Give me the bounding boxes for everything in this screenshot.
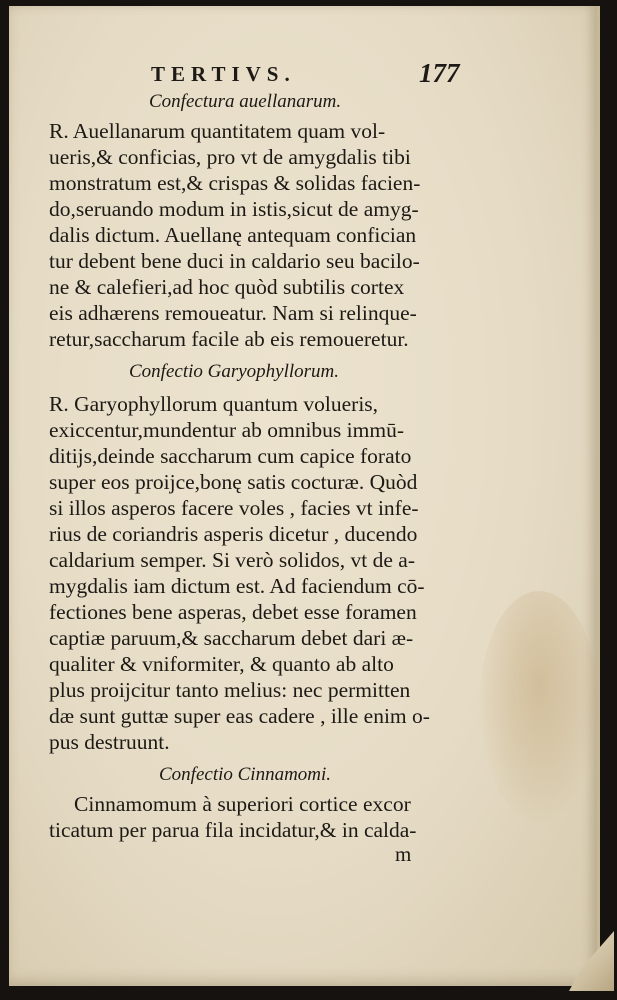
text-line: exiccentur,mundentur ab omnibus immū- bbox=[49, 418, 405, 442]
text-line: qualiter & vniformiter, & quanto ab alto bbox=[49, 652, 394, 676]
text-line: pus destruunt. bbox=[49, 730, 170, 754]
text-line: tur debent bene duci in caldario seu bacilo- bbox=[49, 249, 420, 273]
text-line: ticatum per parua fila incidatur,& in calda- bbox=[49, 818, 417, 842]
text-line: ditijs,deinde saccharum cum capice forato bbox=[49, 444, 412, 468]
text-line: captiæ paruum,& saccharum debet dari æ- bbox=[49, 626, 414, 650]
text-line: monstratum est,& crispas & solidas facien- bbox=[49, 171, 421, 195]
text-line: retur,saccharum facile ab eis remoueretur. bbox=[49, 327, 409, 351]
text-line: dalis dictum. Auellanę antequam confician bbox=[49, 223, 417, 247]
text-line: do,seruando modum in istis,sicut de amyg- bbox=[49, 197, 419, 221]
text-line: caldarium semper. Si verò solidos, vt de a- bbox=[49, 548, 416, 572]
catchword: m bbox=[395, 842, 412, 866]
text-line: mygdalis iam dictum est. Ad faciendum cō- bbox=[49, 574, 425, 598]
text-line: dæ sunt guttæ super eas cadere , ille enim o- bbox=[49, 704, 430, 728]
text-line: R. Auellanarum quantitatem quam vol- bbox=[49, 119, 386, 143]
book-page bbox=[9, 6, 600, 986]
text-line: plus proijcitur tanto melius: nec permitten bbox=[49, 678, 411, 702]
section-heading: Confectio Cinnamomi. bbox=[159, 764, 332, 785]
text-line: ne & calefieri,ad hoc quòd subtilis cortex bbox=[49, 275, 405, 299]
text-line: eis adhærens remoueatur. Nam si relinque- bbox=[49, 301, 417, 325]
text-line: ueris,& conficias, pro vt de amygdalis tibi bbox=[49, 145, 411, 169]
section-heading: Confectio Garyophyllorum. bbox=[129, 361, 340, 382]
section-heading: Confectura auellanarum. bbox=[149, 91, 342, 112]
text-line: si illos asperos facere voles , facies vt infe- bbox=[49, 496, 419, 520]
text-line: rius de coriandris asperis dicetur , ducendo bbox=[49, 522, 418, 546]
text-line: super eos proijce,bonę satis cocturæ. Quòd bbox=[49, 470, 418, 494]
page-number: 177 bbox=[419, 58, 460, 88]
folded-corner bbox=[569, 931, 614, 991]
text-line: R. Garyophyllorum quantum volueris, bbox=[49, 392, 379, 416]
text-line: Cinnamomum à superiori cortice excor bbox=[74, 792, 411, 816]
running-head: TERTIVS. bbox=[151, 62, 296, 86]
text-line: fectiones bene asperas, debet esse foramen bbox=[49, 600, 417, 624]
